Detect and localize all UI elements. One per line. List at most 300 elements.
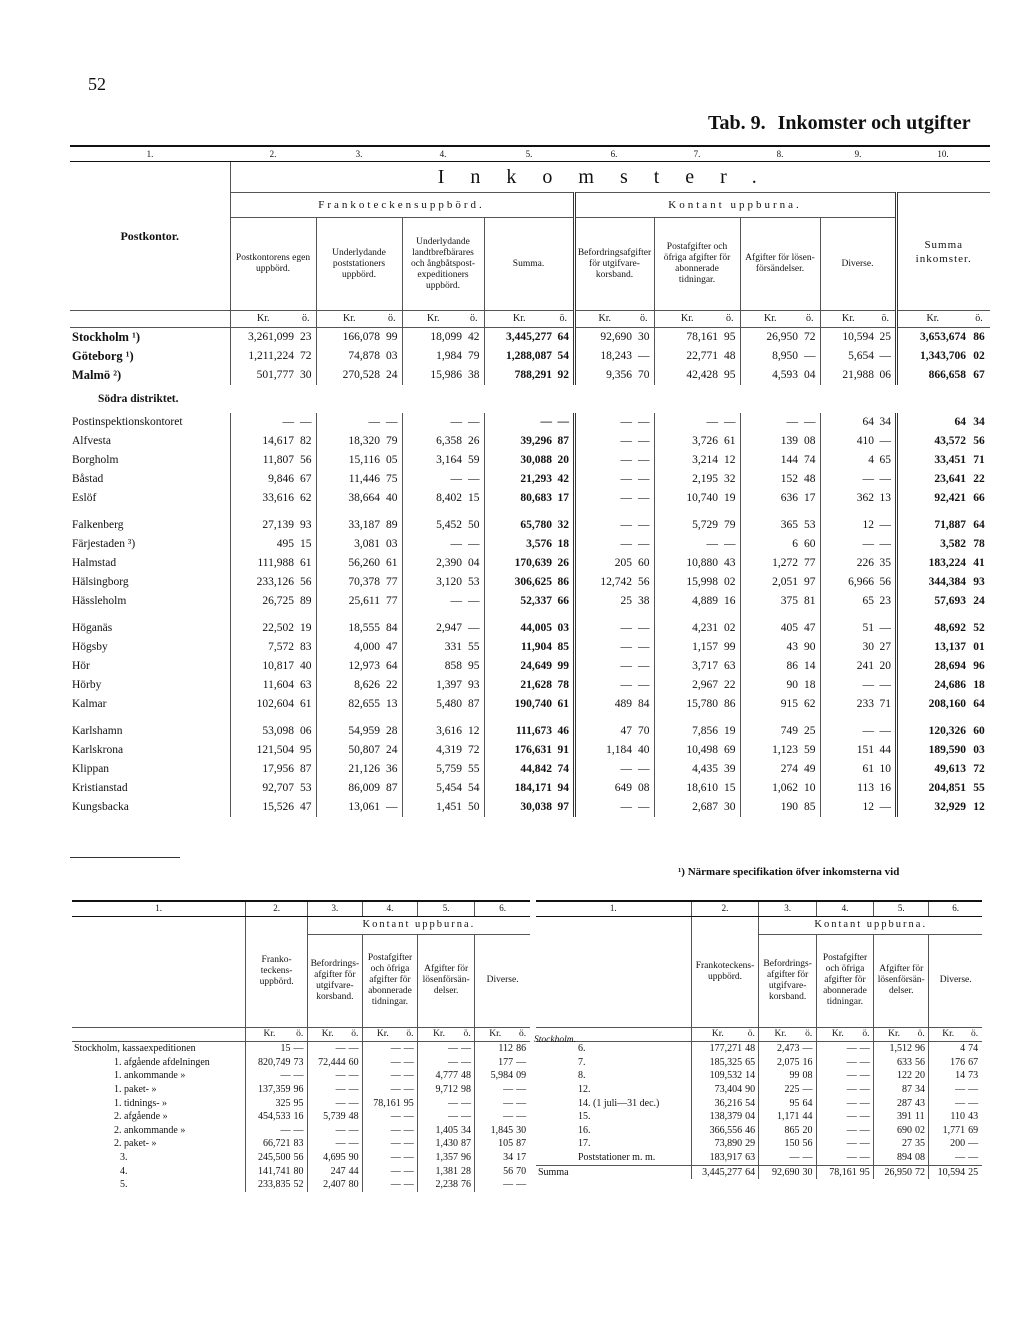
value-kronor: 5,729 — [692, 519, 718, 531]
value-ore: 14 — [800, 657, 820, 676]
currency-kr: Kr. — [874, 1027, 914, 1042]
value-kronor: — — [846, 1138, 857, 1150]
value-kronor: 24,686 — [934, 679, 966, 691]
value-kronor: 1,211,224 — [248, 350, 294, 362]
header-egen-uppbord: Postkontorens egen uppbörd. — [230, 218, 316, 311]
value-ore: 67 — [296, 470, 316, 489]
value-ore: 74 — [800, 451, 820, 470]
value-ore: 71 — [973, 454, 985, 466]
value-kronor: 4,593 — [772, 369, 798, 381]
value-ore: 22 — [382, 676, 402, 695]
value-ore: 84 — [382, 619, 402, 638]
value-ore: 79 — [464, 347, 484, 366]
value-kronor: 27,139 — [262, 519, 294, 531]
col-number: 3. — [316, 146, 402, 162]
group-kontant: Kontant uppburna. — [574, 193, 896, 218]
value-kronor: 6,358 — [436, 435, 462, 447]
value-kronor: 4 — [868, 454, 874, 466]
value-kronor: — — [335, 1070, 346, 1082]
value-ore: 90 — [348, 1151, 363, 1165]
col-number: 5. — [418, 901, 475, 916]
value-ore: 15 — [464, 489, 484, 508]
currency-kr: Kr. — [307, 1027, 347, 1042]
value-kronor: — — [447, 1056, 458, 1068]
currency-kr: Kr. — [820, 311, 876, 328]
value-ore: 96 — [914, 1042, 929, 1056]
value-kronor: 11,807 — [262, 454, 294, 466]
value-kronor: — — [846, 1151, 857, 1163]
value-ore: 99 — [382, 328, 402, 348]
value-kronor: 1,984 — [436, 350, 462, 362]
value-ore: 94 — [554, 779, 574, 798]
value-ore: 72 — [973, 763, 985, 775]
office-name: Högsby — [70, 638, 230, 657]
gap-cell — [896, 714, 968, 722]
lower-left-table — [72, 900, 530, 1192]
value-kronor: 245,500 — [258, 1151, 291, 1163]
currency-kr: Kr. — [246, 1027, 293, 1042]
value-ore: 96 — [293, 1083, 308, 1097]
value-kronor: 185,325 — [709, 1056, 743, 1068]
value-ore: 72 — [464, 741, 484, 760]
value-ore: 08 — [634, 779, 654, 798]
value-ore: — — [634, 451, 654, 470]
value-ore: 85 — [554, 638, 574, 657]
value-kronor: 5,739 — [323, 1111, 346, 1123]
value-kronor: — — [620, 492, 632, 504]
value-ore: 70 — [634, 366, 654, 385]
gap-cell — [316, 508, 382, 516]
currency-ore: ö. — [634, 311, 654, 328]
office-name: Hörby — [70, 676, 230, 695]
table-row — [72, 1042, 530, 1056]
value-ore: 54 — [464, 779, 484, 798]
value-ore: — — [464, 592, 484, 611]
value-ore: 44 — [801, 1110, 816, 1124]
value-ore: 74 — [554, 760, 574, 779]
value-kronor: — — [503, 1083, 514, 1095]
value-ore: — — [403, 1042, 418, 1056]
value-kronor: 820,749 — [258, 1056, 291, 1068]
value-kronor: 8,402 — [436, 492, 462, 504]
value-ore: 79 — [720, 516, 740, 535]
value-kronor: 14 — [955, 1070, 966, 1082]
value-kronor: 4,889 — [692, 595, 718, 607]
currency-ore: ö. — [554, 311, 574, 328]
value-ore: 44 — [876, 741, 896, 760]
value-kronor: 1,343,706 — [920, 350, 966, 362]
value-kronor: 489 — [614, 698, 632, 710]
value-ore: 40 — [296, 657, 316, 676]
value-kronor: 2,051 — [772, 576, 798, 588]
value-ore: — — [968, 1151, 979, 1163]
value-ore: 97 — [800, 573, 820, 592]
value-ore: 54 — [744, 1097, 759, 1111]
value-kronor: 12,973 — [348, 660, 380, 672]
office-name: Stockholm ¹) — [70, 328, 230, 348]
value-ore: 60 — [973, 725, 985, 737]
gap-cell — [230, 714, 296, 722]
value-kronor: — — [846, 1097, 857, 1109]
value-kronor: 177,271 — [709, 1043, 743, 1055]
currency-kr: Kr. — [816, 1027, 858, 1042]
value-kronor: 152 — [780, 473, 798, 485]
col-number: 2. — [691, 901, 759, 916]
value-ore: — — [800, 413, 820, 432]
value-kronor: — — [390, 1151, 401, 1163]
gap-cell — [720, 611, 740, 619]
value-ore: 47 — [382, 638, 402, 657]
value-kronor: 3,164 — [436, 454, 462, 466]
table-row — [72, 1165, 530, 1179]
gap-cell — [574, 714, 634, 722]
value-kronor: 33,451 — [934, 454, 966, 466]
value-kronor: 18,555 — [348, 622, 380, 634]
value-kronor: 51 — [862, 622, 874, 634]
value-ore: 61 — [382, 554, 402, 573]
table-row — [70, 554, 990, 573]
value-kronor: — — [390, 1124, 401, 1136]
value-kronor: 144 — [780, 454, 798, 466]
value-kronor: 3,261,099 — [248, 331, 294, 343]
value-kronor: 121,504 — [256, 744, 294, 756]
value-ore: — — [634, 798, 654, 817]
gap-cell — [876, 611, 896, 619]
value-ore: — — [634, 619, 654, 638]
value-kronor: — — [335, 1097, 346, 1109]
value-ore: 64 — [744, 1165, 759, 1179]
value-kronor: 2,238 — [435, 1179, 458, 1191]
value-kronor: 1,171 — [776, 1111, 800, 1123]
value-ore: — — [516, 1179, 527, 1191]
value-ore: — — [876, 516, 896, 535]
value-ore: 56 — [296, 573, 316, 592]
currency-ore: ö. — [720, 311, 740, 328]
gap-cell — [820, 714, 876, 722]
table-row — [70, 592, 990, 611]
value-ore: 86 — [973, 331, 985, 343]
table-row — [70, 516, 990, 535]
value-ore: 64 — [801, 1097, 816, 1111]
currency-row — [70, 311, 990, 328]
value-kronor: 3,214 — [692, 454, 718, 466]
value-kronor: 11,904 — [521, 641, 552, 653]
row-label: Stockholm. 6. — [536, 1042, 691, 1056]
value-kronor: — — [846, 1111, 857, 1123]
table-row — [72, 1124, 530, 1138]
currency-ore: ö. — [382, 311, 402, 328]
value-kronor: 10,498 — [686, 744, 718, 756]
value-ore: 17 — [516, 1151, 527, 1163]
office-name: Höganäs — [70, 619, 230, 638]
value-kronor: — — [620, 641, 632, 653]
value-kronor: — — [620, 801, 632, 813]
row-label: 14. (1 juli—31 dec.) — [536, 1097, 691, 1111]
value-kronor: — — [846, 1124, 857, 1136]
value-kronor: 73,890 — [714, 1138, 743, 1150]
value-ore: 19 — [720, 722, 740, 741]
value-ore: — — [876, 470, 896, 489]
value-kronor: 82,655 — [348, 698, 380, 710]
currency-kr: Kr. — [402, 311, 464, 328]
currency-ore: ö. — [876, 311, 896, 328]
value-ore: 20 — [914, 1069, 929, 1083]
value-kronor: 6 — [792, 538, 798, 550]
value-ore: 16 — [293, 1110, 308, 1124]
header-losen: Afgifter för lösenförsändelser. — [418, 934, 475, 1027]
value-kronor: 858 — [444, 660, 462, 672]
value-kronor: 391 — [896, 1111, 912, 1123]
value-kronor: 177 — [498, 1056, 514, 1068]
value-ore: 06 — [876, 366, 896, 385]
value-kronor: — — [620, 622, 632, 634]
value-kronor: — — [846, 1043, 857, 1055]
value-ore: 54 — [554, 347, 574, 366]
value-kronor: 495 — [276, 538, 294, 550]
value-ore: 03 — [554, 619, 574, 638]
value-kronor: 43 — [786, 641, 798, 653]
gap-cell — [402, 508, 464, 516]
value-kronor: 233,126 — [256, 576, 294, 588]
value-ore: 02 — [973, 350, 985, 362]
value-ore: 12 — [720, 451, 740, 470]
value-kronor: — — [450, 595, 462, 607]
header-befordring: Befordringsafgifter för utgifvarekorsband. — [759, 934, 816, 1027]
value-ore: 32 — [720, 470, 740, 489]
value-kronor: 10,817 — [262, 660, 294, 672]
value-ore: 38 — [634, 592, 654, 611]
row-gap — [70, 508, 990, 516]
value-kronor: 208,160 — [928, 698, 966, 710]
value-kronor: 5,654 — [848, 350, 874, 362]
value-kronor: 4 — [960, 1043, 966, 1055]
value-ore: — — [876, 619, 896, 638]
value-kronor: 23,641 — [934, 473, 966, 485]
value-ore: 30 — [801, 1165, 816, 1179]
value-kronor: 18,610 — [686, 782, 718, 794]
value-kronor: 72,444 — [318, 1056, 346, 1068]
value-ore: 96 — [460, 1151, 475, 1165]
col-number: 2. — [230, 146, 316, 162]
gap-cell — [654, 714, 720, 722]
value-kronor: 56,260 — [348, 557, 380, 569]
value-ore: 66 — [554, 592, 574, 611]
col-number: 3. — [307, 901, 362, 916]
value-kronor: 1,430 — [435, 1138, 458, 1150]
value-kronor: 4,319 — [436, 744, 462, 756]
value-kronor: 12,742 — [600, 576, 632, 588]
value-ore: 34 — [876, 413, 896, 432]
office-name: Karlshamn — [70, 722, 230, 741]
value-ore: — — [800, 347, 820, 366]
row-label: Poststationer m. m. — [536, 1151, 691, 1165]
gap-cell — [464, 611, 484, 619]
value-ore: 56 — [973, 435, 985, 447]
value-kronor: — — [620, 660, 632, 672]
value-ore: 38 — [464, 366, 484, 385]
value-ore: — — [554, 413, 574, 432]
value-kronor: 21,293 — [520, 473, 552, 485]
table-row — [70, 535, 990, 554]
value-ore: — — [720, 413, 740, 432]
gap-cell — [634, 714, 654, 722]
value-ore: 42 — [554, 470, 574, 489]
value-ore: 69 — [968, 1124, 979, 1136]
value-ore: 60 — [800, 535, 820, 554]
value-kronor: 42,428 — [686, 369, 718, 381]
value-kronor: — — [390, 1043, 401, 1055]
value-ore: 64 — [554, 328, 574, 348]
value-ore: 67 — [968, 1056, 979, 1068]
header-losen: Afgifter för lösenförsändelser. — [874, 934, 929, 1027]
value-kronor: 17,956 — [262, 763, 294, 775]
value-kronor: 1,062 — [772, 782, 798, 794]
value-ore: 30 — [296, 366, 316, 385]
value-ore: — — [382, 798, 402, 817]
value-ore: 86 — [516, 1043, 527, 1055]
value-kronor: 22,771 — [686, 350, 718, 362]
row-label: 1. afgående afdelningen — [72, 1056, 246, 1070]
group-frankotecken: Frankoteckensuppbörd. — [230, 193, 574, 218]
value-kronor: 112 — [498, 1043, 514, 1055]
value-ore: 08 — [801, 1069, 816, 1083]
table-row — [70, 432, 990, 451]
lower-right-table — [536, 900, 982, 1179]
value-kronor: 166,078 — [342, 331, 380, 343]
value-ore: 77 — [382, 592, 402, 611]
value-kronor: 151 — [856, 744, 874, 756]
value-kronor: 3,120 — [436, 576, 462, 588]
table-row — [536, 1056, 982, 1070]
value-ore: 76 — [460, 1178, 475, 1192]
value-kronor: — — [390, 1111, 401, 1123]
gap-cell — [296, 611, 316, 619]
value-kronor: 92,690 — [600, 331, 632, 343]
value-ore: 65 — [876, 451, 896, 470]
value-kronor: — — [368, 416, 380, 428]
value-kronor: 200 — [950, 1138, 966, 1150]
table-row — [536, 1083, 982, 1097]
value-ore: 24 — [973, 595, 985, 607]
value-kronor: 33,616 — [262, 492, 294, 504]
value-ore: — — [859, 1137, 874, 1151]
value-ore: — — [403, 1178, 418, 1192]
table-title — [708, 112, 983, 135]
value-kronor: — — [280, 1124, 291, 1136]
value-ore: 18 — [554, 535, 574, 554]
value-kronor: 176 — [950, 1056, 966, 1068]
value-ore: 80 — [293, 1165, 308, 1179]
value-kronor: 21,988 — [842, 369, 874, 381]
col-number: 5. — [874, 901, 929, 916]
value-kronor: 12 — [862, 801, 874, 813]
value-kronor: 61 — [862, 763, 874, 775]
currency-stub — [70, 311, 230, 328]
value-kronor: 2,473 — [776, 1043, 800, 1055]
value-kronor: — — [280, 1070, 291, 1082]
gap-cell — [70, 714, 230, 722]
table-row — [536, 1110, 982, 1124]
gap-cell — [740, 714, 800, 722]
row-label: 7. — [536, 1056, 691, 1070]
value-kronor: 14,617 — [262, 435, 294, 447]
value-kronor: 21,126 — [348, 763, 380, 775]
currency-kr: Kr. — [896, 311, 968, 328]
value-ore: 66 — [973, 492, 985, 504]
value-ore: — — [403, 1110, 418, 1124]
row-label: 2. ankommande » — [72, 1124, 246, 1138]
value-ore: 60 — [634, 554, 654, 573]
value-ore: — — [634, 516, 654, 535]
value-kronor: — — [447, 1097, 458, 1109]
value-kronor: 1,288,087 — [506, 350, 552, 362]
section-row — [70, 385, 990, 413]
value-ore: — — [876, 798, 896, 817]
row-label: 2. paket- » — [72, 1137, 246, 1151]
value-ore: 41 — [973, 557, 985, 569]
value-kronor: 86 — [786, 660, 798, 672]
value-ore: 06 — [296, 722, 316, 741]
value-ore: 56 — [634, 573, 654, 592]
value-kronor: 1,123 — [772, 744, 798, 756]
value-ore: 52 — [293, 1178, 308, 1192]
currency-kr: Kr. — [654, 311, 720, 328]
value-ore: 93 — [464, 676, 484, 695]
value-ore: — — [403, 1137, 418, 1151]
gap-cell — [634, 611, 654, 619]
currency-ore: ö. — [801, 1027, 816, 1042]
value-kronor: 649 — [614, 782, 632, 794]
office-name: Klippan — [70, 760, 230, 779]
table-row — [70, 489, 990, 508]
value-kronor: 405 — [780, 622, 798, 634]
gap-cell — [820, 611, 876, 619]
value-kronor: 32,929 — [934, 801, 966, 813]
col-number: 4. — [362, 901, 417, 916]
value-ore: 56 — [801, 1137, 816, 1151]
value-kronor: 141,741 — [258, 1165, 291, 1177]
table-row — [70, 470, 990, 489]
value-kronor: 6,966 — [848, 576, 874, 588]
value-ore: 09 — [516, 1070, 527, 1082]
gap-cell — [230, 508, 296, 516]
table-row — [70, 347, 990, 366]
value-ore: 87 — [516, 1138, 527, 1150]
lower-stub-header — [536, 916, 691, 1027]
value-ore: 95 — [293, 1097, 308, 1111]
row-label: 12. — [536, 1083, 691, 1097]
value-kronor: — — [390, 1138, 401, 1150]
main-table-wrap — [70, 145, 990, 817]
value-ore: 15 — [296, 535, 316, 554]
col-number: 6. — [929, 901, 982, 916]
value-kronor: 15 — [280, 1043, 291, 1055]
value-kronor: 5,454 — [436, 782, 462, 794]
value-ore: — — [460, 1056, 475, 1070]
value-ore: — — [382, 413, 402, 432]
gap-cell — [574, 508, 634, 516]
value-kronor: — — [862, 538, 874, 550]
currency-kr: Kr. — [230, 311, 296, 328]
value-ore: 24 — [382, 741, 402, 760]
value-ore: 95 — [859, 1165, 874, 1179]
value-kronor: 64 — [954, 416, 966, 428]
value-kronor: 78,161 — [373, 1097, 401, 1109]
value-kronor: 270,528 — [342, 369, 380, 381]
value-ore: 03 — [382, 347, 402, 366]
value-ore: 39 — [720, 760, 740, 779]
table-row — [72, 1178, 530, 1192]
